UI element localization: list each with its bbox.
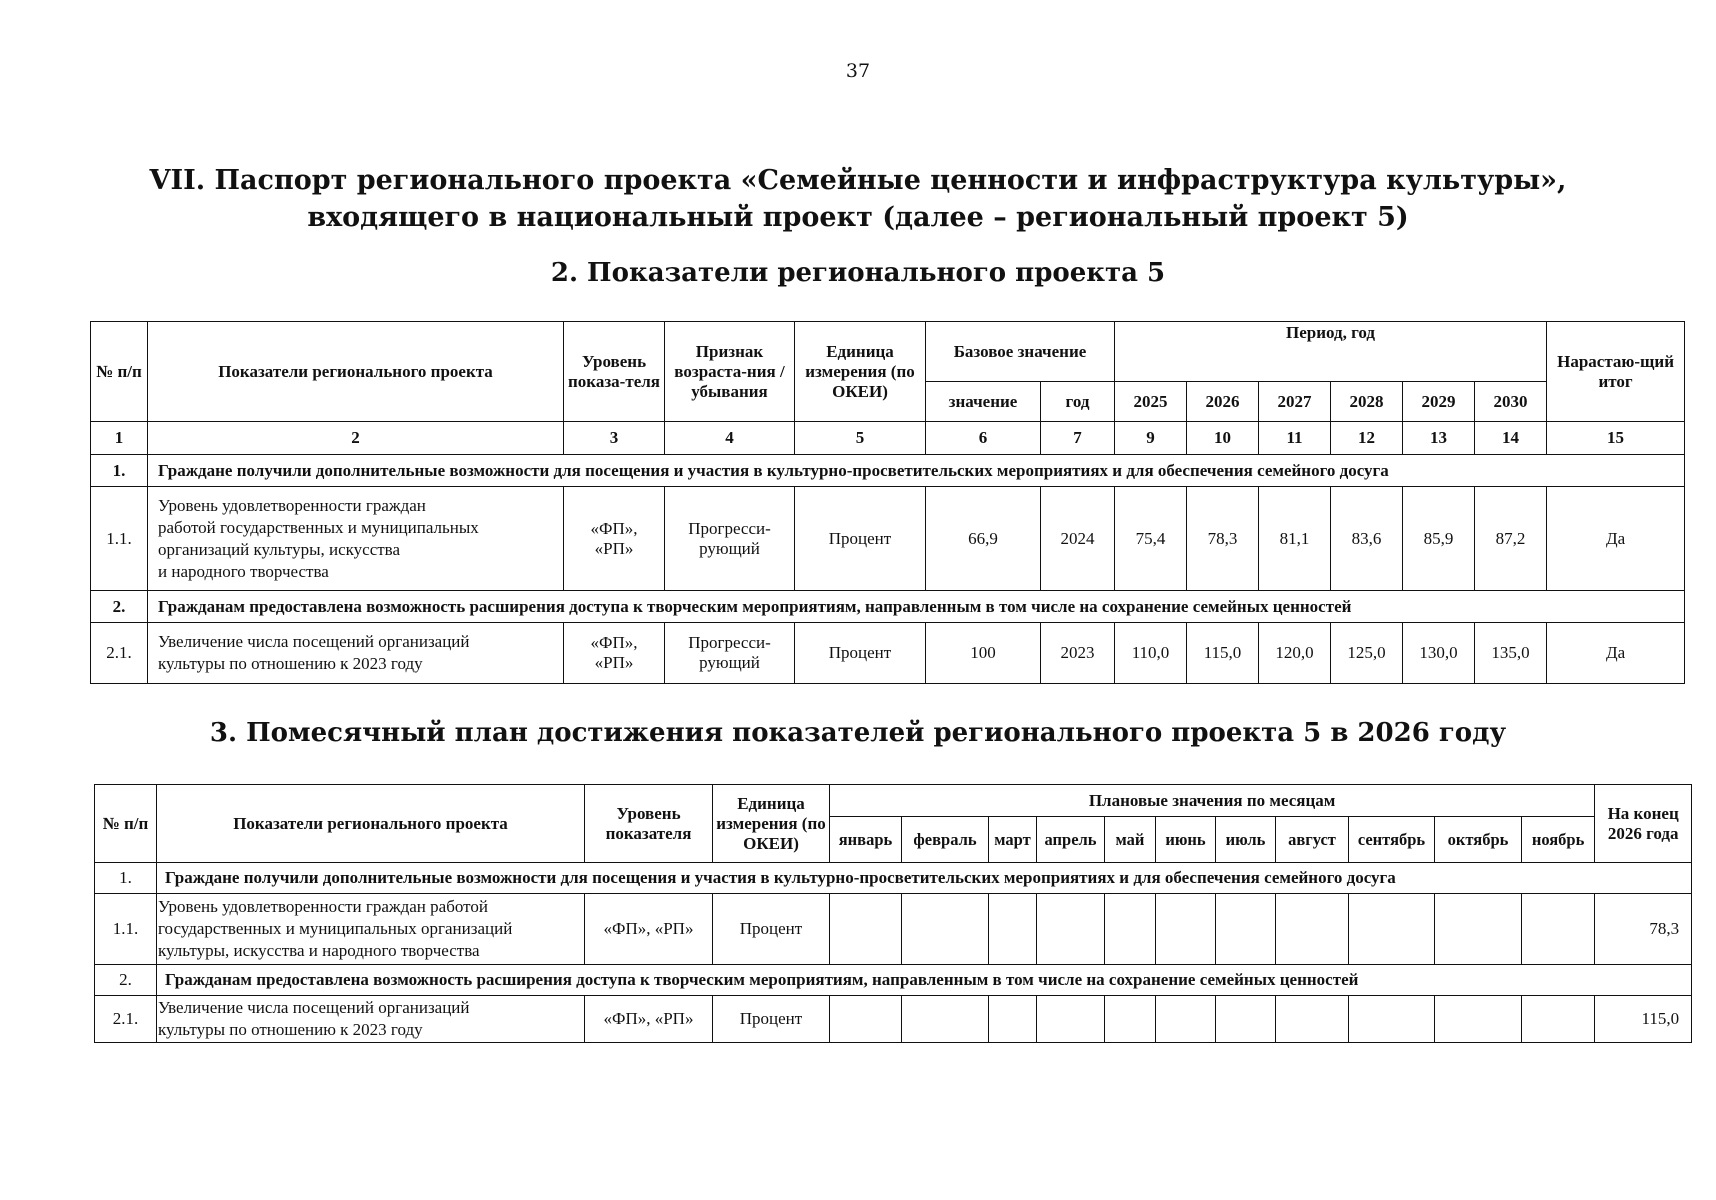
- sign-line: рующий: [699, 653, 760, 672]
- header-num: № п/п: [91, 322, 148, 422]
- level-line: «ФП»,: [590, 518, 638, 538]
- end-value: 115,0: [1595, 996, 1692, 1043]
- column-number: 12: [1331, 422, 1403, 455]
- indicator-unit: Процент: [795, 623, 926, 684]
- month-value: [1105, 894, 1156, 965]
- month-value: [902, 996, 989, 1043]
- base-year: 2023: [1041, 623, 1115, 684]
- column-number: 2: [148, 422, 564, 455]
- year-value: 125,0: [1331, 623, 1403, 684]
- header-month: октябрь: [1435, 817, 1522, 863]
- header-month: апрель: [1037, 817, 1105, 863]
- month-value: [1037, 996, 1105, 1043]
- month-value: [989, 996, 1037, 1043]
- month-value: [1522, 894, 1595, 965]
- indicator-sign: [665, 623, 795, 684]
- base-year: 2024: [1041, 487, 1115, 591]
- table2-title: 3. Помесячный план достижения показателей регионального проекта 5 в 2026 году: [209, 718, 1507, 748]
- goal-number: 1.: [95, 863, 157, 894]
- header-planned: Плановые значения по месяцам: [830, 785, 1595, 817]
- indicator-name: [157, 894, 585, 965]
- base-value: 66,9: [926, 487, 1041, 591]
- level-line: «РП»: [594, 538, 634, 558]
- year-value: 115,0: [1187, 623, 1259, 684]
- column-number: 7: [1041, 422, 1115, 455]
- header-year: 2030: [1475, 382, 1547, 422]
- goal-text: Гражданам предоставлена возможность расширения доступа к творческим мероприятиям, направленным в том числе на сохранение семейных ценностей: [148, 591, 1685, 623]
- indicator-name-line: работой государственных и муниципальных: [158, 517, 479, 537]
- month-value: [1349, 996, 1435, 1043]
- month-value: [1156, 996, 1216, 1043]
- indicator-level: [564, 623, 665, 684]
- month-value: [1276, 996, 1349, 1043]
- header-year: 2027: [1259, 382, 1331, 422]
- column-number: 11: [1259, 422, 1331, 455]
- indicator-name-line: Увеличение числа посещений организаций: [158, 998, 470, 1017]
- header-base: Базовое значение: [926, 322, 1115, 382]
- month-value: [989, 894, 1037, 965]
- header-month: январь: [830, 817, 902, 863]
- indicator-name-line: организаций культуры, искусства: [158, 539, 401, 559]
- sign-line: Прогресси-: [688, 633, 771, 652]
- indicator-level: «ФП», «РП»: [585, 996, 713, 1043]
- goal-number: 1.: [91, 455, 148, 487]
- column-number: 3: [564, 422, 665, 455]
- month-value: [1216, 996, 1276, 1043]
- header-cumulative: Нарастаю-щий итог: [1547, 322, 1685, 422]
- header-period: Период, год: [1115, 322, 1547, 382]
- base-value: 100: [926, 623, 1041, 684]
- indicator-name: [157, 996, 585, 1043]
- indicator-sign: [665, 487, 795, 591]
- indicator-name-line: Уровень удовлетворенности граждан: [158, 495, 426, 515]
- indicator-name-line: Уровень удовлетворенности граждан работой: [158, 897, 488, 916]
- header-level: Уровень показателя: [585, 785, 713, 863]
- section-title-line-1: VII. Паспорт регионального проекта «Семейные ценности и инфраструктура культуры»,: [149, 165, 1567, 196]
- header-month: май: [1105, 817, 1156, 863]
- header-indicator: Показатели регионального проекта: [157, 785, 585, 863]
- month-value: [1156, 894, 1216, 965]
- year-value: 110,0: [1115, 623, 1187, 684]
- cumulative-flag: Да: [1547, 487, 1685, 591]
- header-month: август: [1276, 817, 1349, 863]
- month-value: [830, 894, 902, 965]
- header-sign: Признак возраста-ния / убывания: [665, 322, 795, 422]
- year-value: 78,3: [1187, 487, 1259, 591]
- indicator-name-line: культуры по отношению к 2023 году: [158, 1020, 423, 1039]
- section-title-line-2: входящего в национальный проект (далее – региональный проект 5): [307, 202, 1409, 233]
- month-value: [1105, 996, 1156, 1043]
- indicator-name: [148, 487, 564, 591]
- month-value: [1037, 894, 1105, 965]
- goal-text: Гражданам предоставлена возможность расширения доступа к творческим мероприятиям, направленным в том числе на сохранение семейных ценностей: [157, 965, 1692, 996]
- month-value: [830, 996, 902, 1043]
- header-base-year: год: [1041, 382, 1115, 422]
- month-value: [1276, 894, 1349, 965]
- row-number: 2.1.: [95, 996, 157, 1043]
- column-number: 6: [926, 422, 1041, 455]
- year-value: 135,0: [1475, 623, 1547, 684]
- indicator-name: [148, 623, 564, 684]
- year-value: 87,2: [1475, 487, 1547, 591]
- section-title: [0, 162, 1716, 236]
- table1-title: 2. Показатели регионального проекта 5: [550, 258, 1166, 288]
- level-line: «РП»: [594, 653, 634, 672]
- year-value: 120,0: [1259, 623, 1331, 684]
- column-number: 1: [91, 422, 148, 455]
- month-value: [1522, 996, 1595, 1043]
- column-number: 14: [1475, 422, 1547, 455]
- monthly-plan-table: [94, 784, 1692, 1043]
- header-month: ноябрь: [1522, 817, 1595, 863]
- header-year: 2028: [1331, 382, 1403, 422]
- indicator-unit: Процент: [795, 487, 926, 591]
- header-month: февраль: [902, 817, 989, 863]
- column-number: 13: [1403, 422, 1475, 455]
- row-number: 1.1.: [91, 487, 148, 591]
- row-number: 1.1.: [95, 894, 157, 965]
- year-value: 130,0: [1403, 623, 1475, 684]
- level-line: «ФП»,: [590, 633, 638, 652]
- header-year: 2025: [1115, 382, 1187, 422]
- page-number: 37: [845, 60, 871, 82]
- month-value: [1349, 894, 1435, 965]
- indicator-level: «ФП», «РП»: [585, 894, 713, 965]
- table-row: [95, 996, 1692, 1043]
- indicator-unit: Процент: [713, 894, 830, 965]
- year-value: 75,4: [1115, 487, 1187, 591]
- column-number: 5: [795, 422, 926, 455]
- header-month: сентябрь: [1349, 817, 1435, 863]
- header-end: На конец 2026 года: [1595, 785, 1692, 863]
- indicators-table: [90, 321, 1685, 684]
- year-value: 81,1: [1259, 487, 1331, 591]
- goal-number: 2.: [91, 591, 148, 623]
- year-value: 85,9: [1403, 487, 1475, 591]
- table-row: [91, 487, 1685, 591]
- header-month: июнь: [1156, 817, 1216, 863]
- year-value: 83,6: [1331, 487, 1403, 591]
- month-value: [1435, 996, 1522, 1043]
- header-base-value: значение: [926, 382, 1041, 422]
- header-year: 2026: [1187, 382, 1259, 422]
- row-number: 2.1.: [91, 623, 148, 684]
- indicator-name-line: культуры, искусства и народного творчества: [158, 941, 480, 960]
- indicator-name-line: и народного творчества: [158, 561, 329, 581]
- column-number: 15: [1547, 422, 1685, 455]
- indicator-name-line: Увеличение числа посещений организаций: [158, 632, 470, 651]
- indicator-name-line: культуры по отношению к 2023 году: [158, 654, 423, 673]
- goal-text: Граждане получили дополнительные возможности для посещения и участия в культурно-просветительских мероприятиях и для обеспечения семейного досуга: [148, 455, 1685, 487]
- header-unit: Единица измерения (по ОКЕИ): [713, 785, 830, 863]
- goal-number: 2.: [95, 965, 157, 996]
- header-year: 2029: [1403, 382, 1475, 422]
- indicator-level: [564, 487, 665, 591]
- header-unit: Единица измерения (по ОКЕИ): [795, 322, 926, 422]
- month-value: [1216, 894, 1276, 965]
- header-indicator: Показатели регионального проекта: [148, 322, 564, 422]
- table-row: [91, 623, 1685, 684]
- column-number: 10: [1187, 422, 1259, 455]
- indicator-unit: Процент: [713, 996, 830, 1043]
- indicator-name-line: государственных и муниципальных организаций: [158, 919, 513, 938]
- column-number: 4: [665, 422, 795, 455]
- month-value: [1435, 894, 1522, 965]
- header-month: июль: [1216, 817, 1276, 863]
- goal-text: Граждане получили дополнительные возможности для посещения и участия в культурно-просветительских мероприятиях и для обеспечения семейного досуга: [157, 863, 1692, 894]
- month-value: [902, 894, 989, 965]
- table-row: [95, 894, 1692, 965]
- cumulative-flag: Да: [1547, 623, 1685, 684]
- sign-line: Прогресси-: [688, 518, 771, 538]
- header-month: март: [989, 817, 1037, 863]
- sign-line: рующий: [699, 538, 760, 558]
- header-level: Уровень показа-теля: [564, 322, 665, 422]
- column-number: 9: [1115, 422, 1187, 455]
- header-num: № п/п: [95, 785, 157, 863]
- end-value: 78,3: [1595, 894, 1692, 965]
